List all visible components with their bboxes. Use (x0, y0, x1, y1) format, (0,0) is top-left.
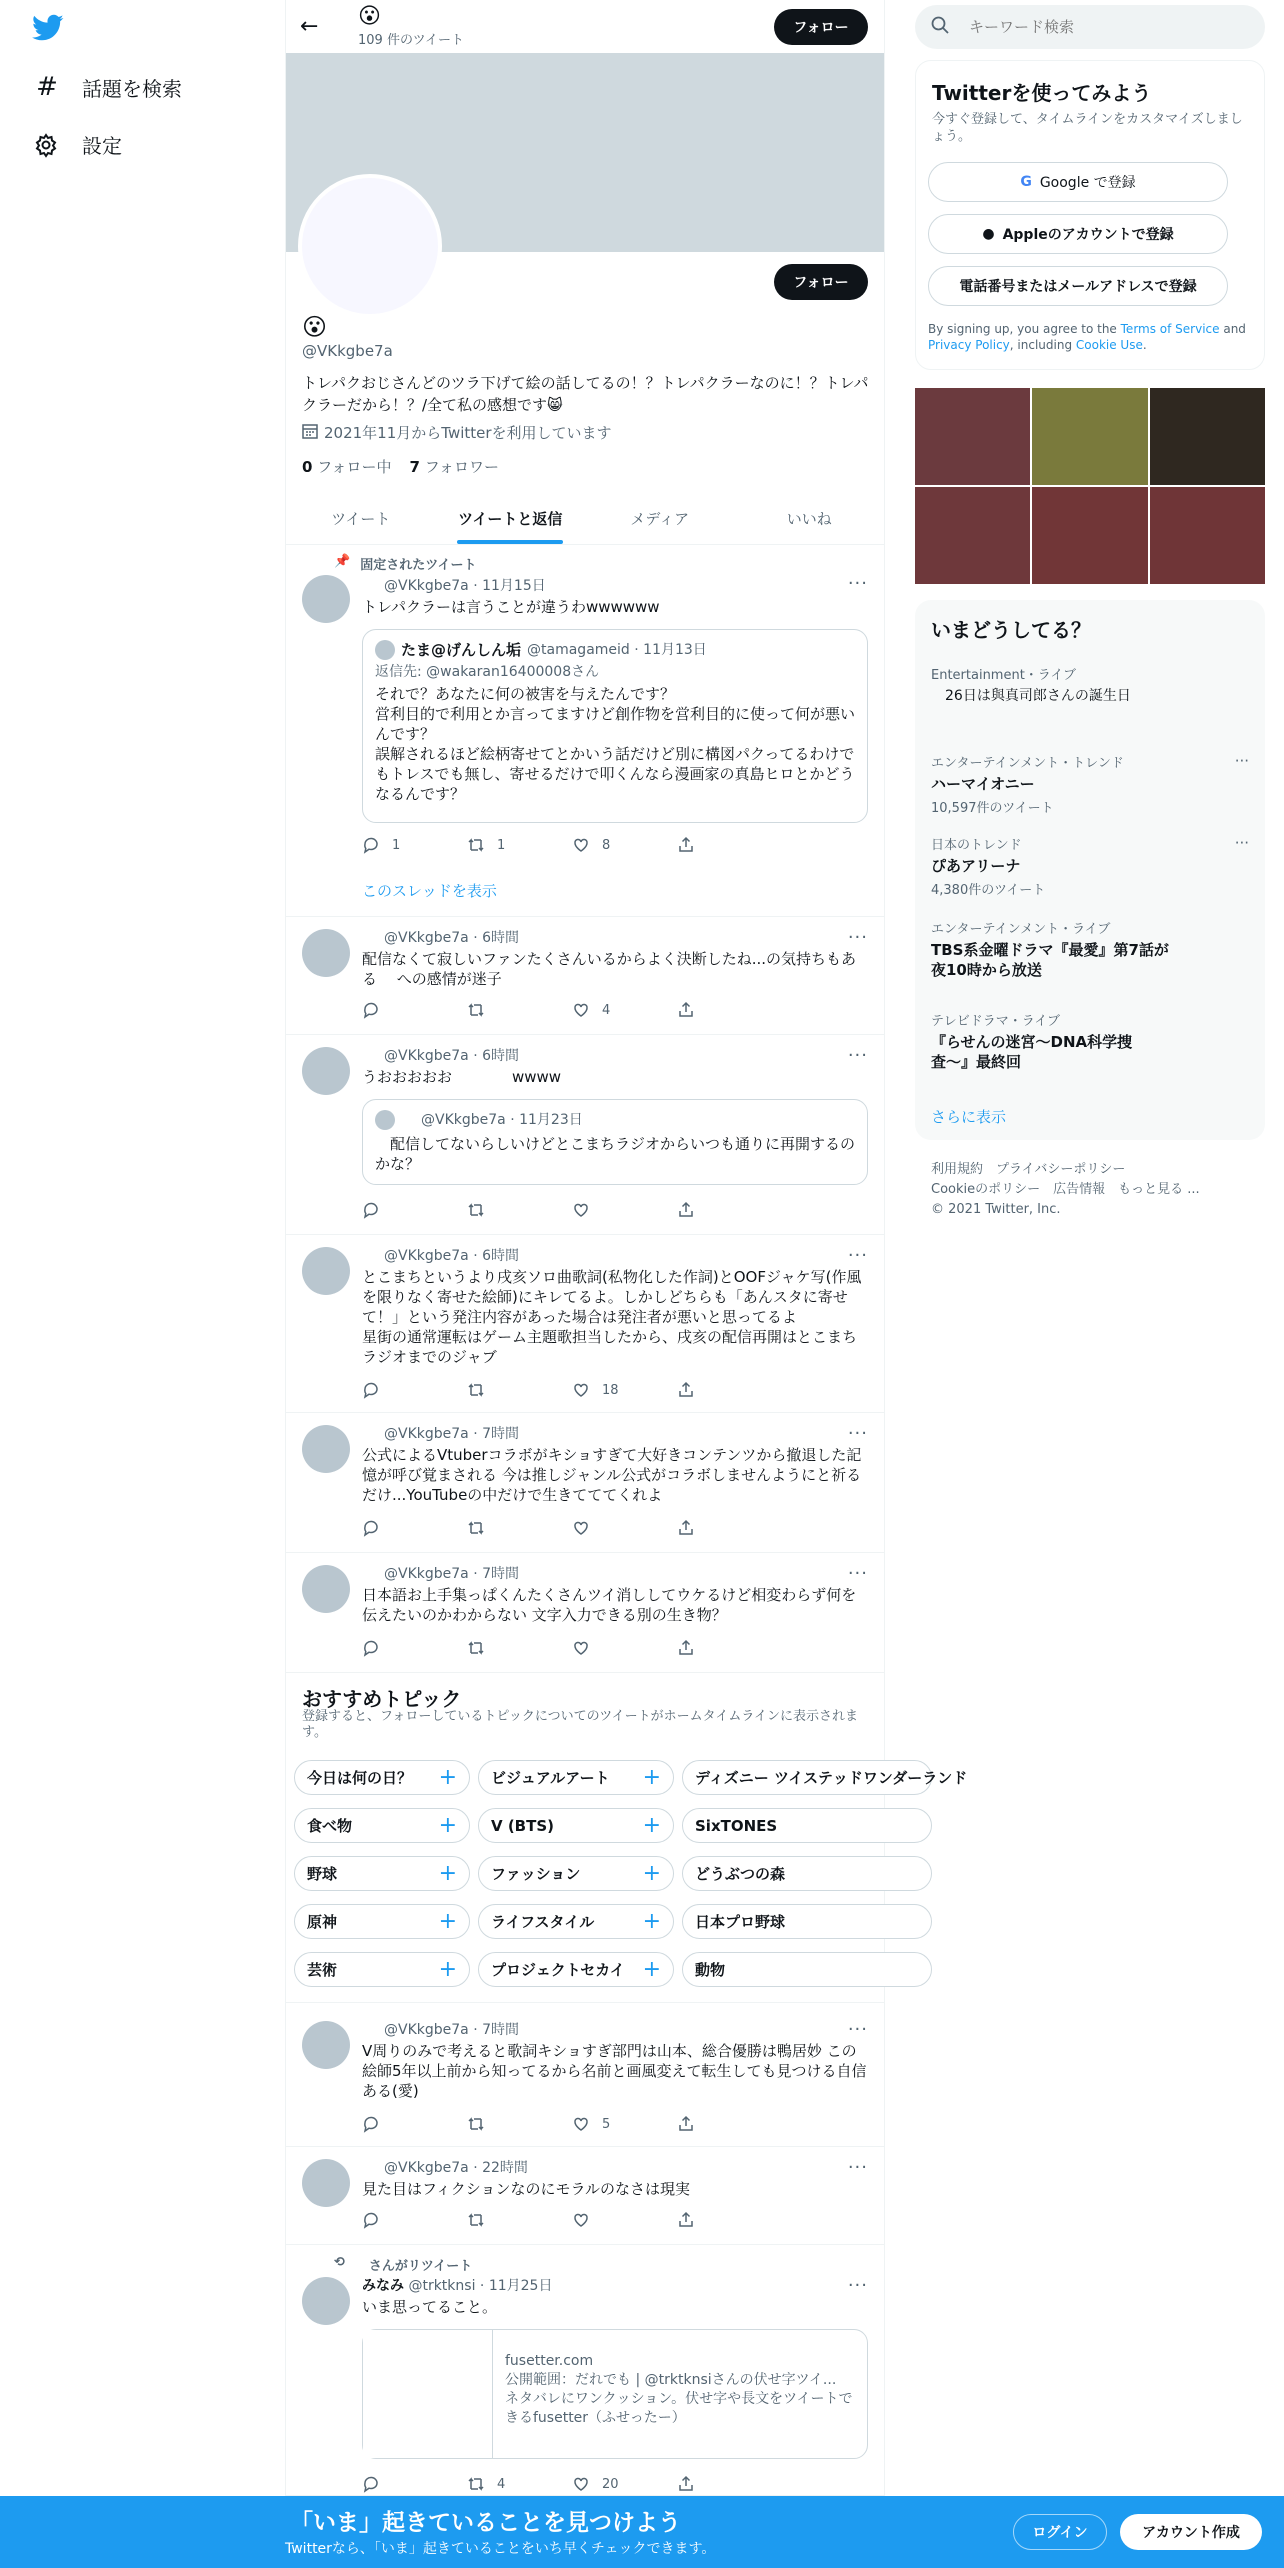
more-icon[interactable]: ··· (847, 1423, 868, 1444)
tweet-actions (362, 1381, 782, 1399)
tweet-meta: @VKkgbe7a · 7時間 (384, 1566, 520, 1582)
retweet-button[interactable] (467, 1381, 572, 1399)
like-button[interactable] (572, 1639, 677, 1657)
plus-icon: + (642, 1861, 661, 1886)
like-button[interactable]: 8 (572, 836, 677, 854)
apple-icon: ● (982, 226, 995, 242)
reply-icon (362, 2115, 380, 2133)
search-icon (931, 16, 949, 38)
link-card-desc: ネタバレにワンクッション。伏せ字や長文をツイートできるfusetter（ふせったー） (505, 2391, 853, 2426)
tweet-item[interactable] (286, 1035, 884, 1235)
tab-media[interactable]: メディア (630, 509, 690, 528)
footer-copyright: © 2021 Twitter, Inc. (931, 1202, 1061, 1217)
bottom-signup-bar (0, 2496, 1284, 2568)
share-icon (677, 1519, 695, 1537)
media-thumb[interactable] (915, 388, 1030, 485)
retweet-icon (467, 1201, 485, 1219)
share-button[interactable] (677, 1001, 782, 1019)
gear-icon (34, 133, 60, 157)
footer-links (931, 1160, 1200, 1220)
share-icon (677, 2475, 695, 2493)
media-thumb[interactable] (915, 487, 1030, 584)
reply-icon (362, 2211, 380, 2229)
tweet-meta: @VKkgbe7a · 7時間 (384, 2022, 520, 2038)
retweet-icon (467, 2211, 485, 2229)
retweet-button[interactable] (467, 1001, 572, 1019)
tweet-text: とこまちというより戌亥ソロ曲歌詞(私物化した作詞)とOOFジャケ写(作風を限りなく寄せた絵師)にキレてるよ。しかしどちらも「あんスタに寄せて！」という発注内容があった場合は発注者が悪いと思ってるよ 星街の通常運転はゲーム主題歌担当したから、戌亥の配信再開はとこまちラジオまでのジャブ (362, 1268, 862, 1366)
topic-chip[interactable]: SixTONES (682, 1808, 932, 1843)
media-thumb[interactable] (1150, 487, 1265, 584)
trend-item[interactable]: 日本のトレンド ぴあアリーナ 4,380件のツイート ··· (931, 834, 1249, 898)
avatar[interactable] (302, 2159, 350, 2207)
topic-chip[interactable]: 日本プロ野球 (682, 1904, 932, 1939)
tab-likes[interactable]: いいね (786, 509, 832, 528)
more-icon[interactable]: ··· (847, 2019, 868, 2040)
profile-bio: トレパクおじさんどのツラ下げて絵の話してるの！？トレパクラーなのに！？トレパクラーだから！？/全て私の感想です😸 (302, 374, 869, 414)
avatar[interactable] (302, 1425, 350, 1473)
retweet-icon (467, 1639, 485, 1657)
footer-line-1[interactable]: 利用規約 プライバシーポリシー (931, 1162, 1126, 1177)
link-card[interactable] (362, 2329, 868, 2459)
plus-icon: + (438, 1765, 457, 1790)
tweet-item[interactable] (286, 2245, 884, 2496)
tab-tweets-replies[interactable]: ツイートと返信 (436, 492, 586, 544)
following-label: フォロー中 (317, 458, 392, 476)
quote-meta: @VKkgbe7a · 11月23日 (421, 1112, 583, 1128)
trend-item[interactable]: Entertainment・ライブ 26日は與真司郎さんの誕生日 (931, 668, 1131, 704)
trend-item[interactable]: エンターテインメント・ライブ TBS系金曜ドラマ『最愛』第7話が夜10時から放送 (931, 922, 1169, 979)
left-nav (0, 0, 285, 2568)
like-button[interactable] (572, 2211, 677, 2229)
reply-button[interactable] (362, 1639, 467, 1657)
media-grid (915, 388, 1265, 584)
heart-icon (572, 1519, 590, 1537)
tweet-text: いま思ってること。 (362, 2298, 498, 2316)
tweet-actions (362, 836, 782, 854)
retweet-button[interactable] (467, 2211, 572, 2229)
retweet-button[interactable] (467, 1201, 572, 1219)
share-icon (677, 2211, 695, 2229)
avatar[interactable] (302, 1247, 350, 1295)
trend-item[interactable]: エンターテインメント・トレンド ハーマイオニー 10,597件のツイート ··· (931, 752, 1249, 816)
profile-joined-text: 2021年11月からTwitterを利用しています (324, 424, 612, 442)
nav-explore-label: 話題を検索 (82, 76, 182, 101)
heart-icon (572, 1001, 590, 1019)
create-account-button[interactable]: アカウント作成 (1120, 2514, 1262, 2550)
bottom-subtitle: Twitterなら、「いま」起きていることをいち早くチェックできます。 (285, 2541, 716, 2557)
plus-icon: + (438, 1813, 457, 1838)
reply-button[interactable] (362, 2115, 467, 2133)
media-thumb[interactable] (1032, 388, 1147, 485)
more-icon[interactable]: ··· (847, 1563, 868, 1584)
share-button[interactable] (677, 836, 782, 854)
share-icon (677, 836, 695, 854)
reply-button[interactable] (362, 1381, 467, 1399)
tweet-item[interactable] (286, 1553, 884, 1673)
tweet-meta: @VKkgbe7a · 6時間 (384, 1248, 520, 1264)
topic-chip[interactable]: ビジュアルアート + (478, 1760, 674, 1795)
reply-button[interactable] (362, 1001, 467, 1019)
tweet-item[interactable] (286, 917, 884, 1035)
more-icon: ··· (1234, 834, 1249, 852)
topic-chip[interactable]: ディズニー ツイステッドワンダーランド (682, 1760, 932, 1795)
share-icon (677, 1201, 695, 1219)
quote-name: たま@げんしん垢 (401, 641, 522, 659)
signup-panel (915, 60, 1265, 370)
retweet-icon (467, 2115, 485, 2133)
reply-icon (362, 1519, 380, 1537)
trends-title: いまどうしてる？ (931, 618, 1091, 642)
tab-tweets[interactable]: ツイート (331, 509, 391, 528)
footer-line-2[interactable]: Cookieのポリシー 広告情報 もっと見る ... (931, 1182, 1200, 1197)
hash-icon: # (36, 72, 58, 102)
reply-icon (362, 2475, 380, 2493)
like-button[interactable] (572, 1201, 677, 1219)
share-icon (677, 1381, 695, 1399)
heart-icon (572, 2115, 590, 2133)
share-button[interactable] (677, 2211, 782, 2229)
followers-link[interactable] (409, 456, 498, 477)
media-thumb[interactable] (1032, 487, 1147, 584)
tweet-actions (362, 1201, 782, 1219)
header-follow-button[interactable]: フォロー (774, 9, 868, 45)
more-icon[interactable]: ··· (847, 2157, 868, 2178)
following-link[interactable] (302, 456, 391, 477)
topics-title: おすすめトピック (302, 1687, 462, 1711)
quote-text: それで？あなたに何の被害を与えたんです？ 営利目的で利用とか言ってますけど創作物を営利目的に使って何が悪いんです？ 誤解されるほど絵柄寄せてとかいう話だけど別に構図パクってるわけでもトレスでも無し、寄せるだけで叩くんなら漫画家の真島ヒロとかどうなるんです？ (375, 685, 856, 803)
more-icon[interactable]: ··· (847, 1245, 868, 1266)
profile-avatar[interactable] (298, 174, 442, 318)
reply-button[interactable] (362, 1519, 467, 1537)
like-button[interactable] (572, 1519, 677, 1537)
terms-link[interactable]: Terms of Service (1120, 322, 1220, 336)
like-button[interactable]: 18 (572, 1381, 677, 1399)
share-button[interactable] (677, 2475, 782, 2493)
trends-show-more[interactable]: さらに表示 (931, 1108, 1007, 1126)
retweet-icon (467, 2475, 485, 2493)
topic-chip[interactable]: 野球 + (294, 1856, 470, 1891)
avatar[interactable] (302, 929, 350, 977)
nav-explore[interactable] (34, 72, 182, 102)
plus-icon: + (438, 1909, 457, 1934)
topic-chip[interactable]: V (BTS) + (478, 1808, 674, 1843)
twitter-logo-icon[interactable] (32, 14, 64, 46)
tweet-item[interactable] (286, 2003, 884, 2147)
avatar[interactable] (302, 2021, 350, 2069)
share-button[interactable] (677, 2115, 782, 2133)
retweet-icon (467, 1001, 485, 1019)
recommended-topics (286, 1673, 968, 2003)
signup-title: Twitterを使ってみよう (932, 81, 1152, 105)
retweet-button[interactable]: 4 (467, 2475, 572, 2493)
nav-settings[interactable] (34, 130, 122, 159)
tweet-item[interactable] (286, 1413, 884, 1553)
profile-tabs (286, 492, 884, 545)
reply-icon (362, 836, 380, 854)
reply-button[interactable] (362, 2475, 467, 2493)
plus-icon: + (642, 1765, 661, 1790)
share-button[interactable] (677, 1519, 782, 1537)
link-card-domain: fusetter.com (505, 2353, 594, 2369)
search-bar[interactable] (915, 5, 1265, 49)
link-card-image (363, 2330, 493, 2458)
back-arrow-icon[interactable]: ← (300, 14, 319, 39)
tweet-text: 見た目はフィクションなのにモラルのなさは現実 (362, 2180, 691, 2198)
tweet-actions (362, 2115, 782, 2133)
tweet-item[interactable] (286, 1235, 884, 1413)
tweet-meta: @VKkgbe7a · 11月15日 (384, 578, 546, 594)
topics-subtitle: 登録すると、フォローしているトピックについてのツイートがホームタイムラインに表示されます。 (302, 1709, 859, 1740)
avatar[interactable] (302, 575, 350, 623)
heart-icon (572, 1639, 590, 1657)
more-icon[interactable]: ··· (847, 1045, 868, 1066)
tweet-text: 公式によるVtuberコラボがキショすぎて大好きコンテンツから撤退した記憶が呼び覚まされる 今は推しジャンル公式がコラボしませんようにと祈るだけ...YouTubeの中だけで生きてててくれよ (362, 1446, 862, 1504)
heart-icon (572, 1201, 590, 1219)
more-icon: ··· (1234, 752, 1249, 770)
reply-button[interactable] (362, 2211, 467, 2229)
reply-icon (362, 1201, 380, 1219)
tweet-text: V周りのみで考えると歌詞キショすぎ部門は山本、総合優勝は鴨居妙 この絵師5年以上前から知ってるから名前と画風変えて転生しても見つける自信ある(愛) (362, 2042, 867, 2100)
media-thumb[interactable] (1150, 388, 1265, 485)
profile-follow-button[interactable]: フォロー (774, 264, 868, 300)
heart-icon (572, 2211, 590, 2229)
more-icon[interactable]: ··· (847, 573, 868, 594)
share-icon (677, 1639, 695, 1657)
plus-icon: + (438, 1957, 457, 1982)
followers-count: 7 (409, 458, 420, 476)
heart-icon (572, 836, 590, 854)
share-icon (677, 1001, 695, 1019)
tweet-actions (362, 1639, 782, 1657)
nav-settings-label: 設定 (82, 134, 122, 158)
heart-icon (572, 1381, 590, 1399)
topic-chip[interactable]: プロジェクトセカイ + (478, 1952, 674, 1987)
plus-icon: + (642, 1909, 661, 1934)
privacy-link[interactable]: Privacy Policy (928, 338, 1010, 352)
retweet-icon: ⟲ (334, 2255, 345, 2270)
show-thread-link[interactable]: このスレッドを表示 (362, 882, 497, 900)
reply-icon (362, 1639, 380, 1657)
quote-meta: @tamagameid · 11月13日 (527, 642, 707, 658)
tweet-text: うおおおおお wwww (362, 1068, 562, 1086)
plus-icon: + (438, 1861, 457, 1886)
retweet-button[interactable] (467, 1519, 572, 1537)
tweet-actions (362, 2211, 782, 2229)
pin-icon: 📌 (334, 554, 351, 569)
retweet-button[interactable]: 1 (467, 836, 572, 854)
more-icon[interactable]: ··· (847, 2275, 868, 2296)
tweet-actions (362, 1519, 782, 1537)
retweet-icon (467, 1519, 485, 1537)
profile-joined (302, 422, 612, 443)
like-button[interactable]: 20 (572, 2475, 677, 2493)
plus-icon: + (642, 1957, 661, 1982)
header-name: 😮 (358, 4, 381, 29)
like-button[interactable]: 4 (572, 1001, 677, 1019)
tweet-text: トレパクラーは言うことが違うわwwwwww (362, 598, 660, 616)
google-icon: G (1020, 174, 1032, 190)
share-icon (677, 2115, 695, 2133)
share-button[interactable] (677, 1201, 782, 1219)
retweet-button[interactable] (467, 2115, 572, 2133)
topic-chip[interactable]: 芸術 + (294, 1952, 470, 1987)
profile-handle: @VKkgbe7a (302, 342, 393, 360)
retweet-button[interactable] (467, 1639, 572, 1657)
tweet-meta: @VKkgbe7a · 6時間 (384, 930, 520, 946)
tweet-text: 日本語お上手集っぱくんたくさんツイ消ししてウケるけど相変わらず何を伝えたいのかわからない 文字入力できる別の生き物？ (362, 1586, 857, 1624)
share-button[interactable] (677, 1639, 782, 1657)
share-button[interactable] (677, 1381, 782, 1399)
heart-icon (572, 2475, 590, 2493)
profile-name: 😮 (302, 313, 328, 341)
retweet-icon (467, 836, 485, 854)
tweet-meta: @VKkgbe7a · 6時間 (384, 1048, 520, 1064)
signup-terms: By signing up, you agree to the Terms of Service and Privacy Policy, including Cookie Use. (928, 322, 1246, 352)
trend-item[interactable]: テレビドラマ・ライブ 『らせんの迷宮〜DNA科学捜査〜』最終回 (931, 1014, 1133, 1071)
quoted-tweet[interactable] (362, 629, 868, 823)
quote-text: 配信してないらしいけどとこまちラジオからいつも通りに再開するのかな？ (375, 1135, 856, 1173)
signup-subtitle: 今すぐ登録して、タイムラインをカスタマイズしましょう。 (932, 112, 1243, 144)
main-column (285, 0, 968, 2568)
tweet-item[interactable] (286, 2147, 884, 2245)
avatar[interactable] (302, 1565, 350, 1613)
cookie-link[interactable]: Cookie Use (1075, 338, 1143, 352)
more-icon[interactable]: ··· (847, 927, 868, 948)
bottom-title: 「いま」起きていることを見つけよう (290, 2510, 681, 2536)
avatar[interactable] (302, 2277, 350, 2325)
topic-chip[interactable]: ファッション + (478, 1856, 674, 1891)
avatar (375, 1110, 395, 1130)
pinned-label: 📌 固定されたツイート (334, 554, 477, 573)
tweet-meta: @VKkgbe7a · 7時間 (384, 1426, 520, 1442)
tweet-meta: みなみ @trktknsi · 11月25日 (362, 2278, 553, 2294)
quote-reply-to: 返信先: @wakaran16400008さん (375, 664, 600, 680)
reply-button[interactable]: 1 (362, 836, 467, 854)
tweet-actions (362, 2475, 782, 2493)
profile-stats (302, 456, 499, 477)
plus-icon: + (642, 1813, 661, 1838)
google-signup-button[interactable]: G Google で登録 (928, 162, 1228, 202)
topic-chip[interactable]: 食べ物 + (294, 1808, 470, 1843)
apple-signup-button[interactable]: ● Appleのアカウントで登録 (928, 214, 1228, 254)
tweet-text: 配信なくて寂しいファンたくさんいるからよく決断したね...の気持ちもある への感情が迷子 (362, 950, 857, 988)
topic-chip[interactable]: ライフスタイル + (478, 1904, 674, 1939)
link-card-title: 公開範囲：だれでも | @trktknsiさんの伏せ字ツイ... (505, 2372, 837, 2388)
calendar-icon (302, 423, 318, 443)
followers-label: フォロワー (424, 458, 499, 476)
avatar[interactable] (302, 1047, 350, 1095)
following-count: 0 (302, 458, 313, 476)
tweet-item[interactable] (286, 545, 884, 917)
topic-chip[interactable]: どうぶつの森 (682, 1856, 932, 1891)
profile-header-bar (286, 0, 884, 53)
search-input[interactable] (969, 18, 1229, 36)
topic-chip[interactable]: 原神 + (294, 1904, 470, 1939)
phone-signup-button[interactable]: 電話番号またはメールアドレスで登録 (928, 266, 1228, 306)
like-button[interactable]: 5 (572, 2115, 677, 2133)
tweet-actions (362, 1001, 782, 1019)
trends-panel (915, 600, 1265, 1140)
quoted-tweet[interactable] (362, 1099, 868, 1185)
retweeted-by: ⟲ さんがリツイート (334, 2255, 473, 2274)
retweet-icon (467, 1381, 485, 1399)
login-button[interactable]: ログイン (1013, 2514, 1107, 2550)
header-tweet-count: 109 件のツイート (358, 33, 465, 48)
avatar (375, 640, 395, 660)
topic-chip[interactable]: 今日は何の日？ + (294, 1760, 470, 1795)
reply-icon (362, 1001, 380, 1019)
topic-chip[interactable]: 動物 (682, 1952, 932, 1987)
tweet-meta: @VKkgbe7a · 22時間 (384, 2160, 528, 2176)
reply-button[interactable] (362, 1201, 467, 1219)
reply-icon (362, 1381, 380, 1399)
